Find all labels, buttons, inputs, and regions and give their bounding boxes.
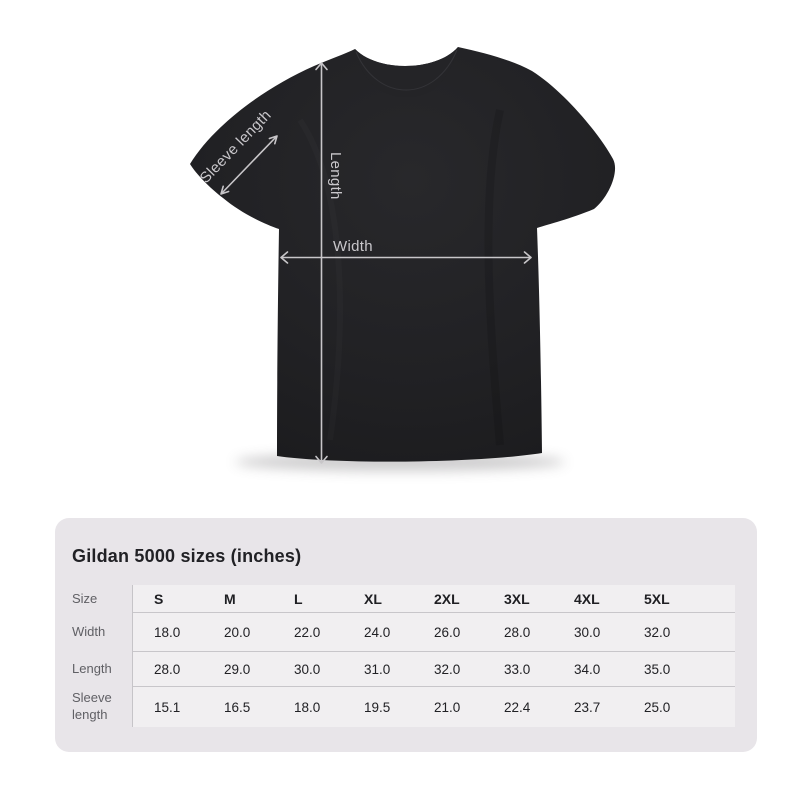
row-label: Sleeve length bbox=[72, 690, 112, 722]
size-value-cell: 22.4 bbox=[504, 699, 531, 715]
column-header: 4XL bbox=[574, 590, 600, 607]
table-row bbox=[133, 652, 735, 687]
size-value-cell: 16.5 bbox=[224, 699, 251, 715]
corner-label: Size bbox=[72, 590, 98, 606]
size-value-cell: 28.0 bbox=[154, 661, 181, 677]
size-value-cell: 18.0 bbox=[294, 699, 321, 715]
size-value-cell: 26.0 bbox=[434, 624, 461, 640]
table-header-row bbox=[133, 585, 735, 613]
size-value-cell: 25.0 bbox=[644, 699, 671, 715]
size-value-cell: 18.0 bbox=[154, 624, 181, 640]
width-label: Width bbox=[333, 238, 373, 255]
size-value-cell: 30.0 bbox=[294, 661, 321, 677]
size-value-cell: 23.7 bbox=[574, 699, 601, 715]
size-value-cell: 35.0 bbox=[644, 661, 671, 677]
table-row bbox=[133, 613, 735, 652]
column-header: M bbox=[224, 590, 236, 607]
sleeve-length-label: Sleeve length bbox=[196, 106, 275, 187]
length-label: Length bbox=[327, 152, 344, 200]
size-value-cell: 19.5 bbox=[364, 699, 391, 715]
size-chart-title: Gildan 5000 sizes (inches) bbox=[72, 546, 302, 566]
size-value-cell: 22.0 bbox=[294, 624, 321, 640]
size-value-cell: 20.0 bbox=[224, 624, 251, 640]
column-header: 3XL bbox=[504, 590, 530, 607]
column-header: XL bbox=[364, 590, 382, 607]
table-row bbox=[133, 687, 735, 727]
column-header: 5XL bbox=[644, 590, 670, 607]
size-value-cell: 21.0 bbox=[434, 699, 461, 715]
table-data-region bbox=[132, 585, 735, 727]
row-label: Width bbox=[72, 624, 106, 640]
column-header: L bbox=[294, 590, 303, 607]
row-label: Length bbox=[72, 661, 112, 677]
size-value-cell: 32.0 bbox=[434, 661, 461, 677]
tshirt-silhouette bbox=[190, 47, 615, 462]
size-value-cell: 29.0 bbox=[224, 661, 251, 677]
size-value-cell: 32.0 bbox=[644, 624, 671, 640]
size-value-cell: 30.0 bbox=[574, 624, 601, 640]
table-label-column bbox=[72, 585, 132, 727]
size-value-cell: 28.0 bbox=[504, 624, 531, 640]
size-value-cell: 31.0 bbox=[364, 661, 391, 677]
size-value-cell: 33.0 bbox=[504, 661, 531, 677]
size-chart-table bbox=[72, 585, 735, 727]
column-header: S bbox=[154, 590, 164, 607]
column-header: 2XL bbox=[434, 590, 460, 607]
size-chart-card bbox=[55, 518, 757, 752]
size-value-cell: 34.0 bbox=[574, 661, 601, 677]
size-value-cell: 24.0 bbox=[364, 624, 391, 640]
size-value-cell: 15.1 bbox=[154, 699, 181, 715]
